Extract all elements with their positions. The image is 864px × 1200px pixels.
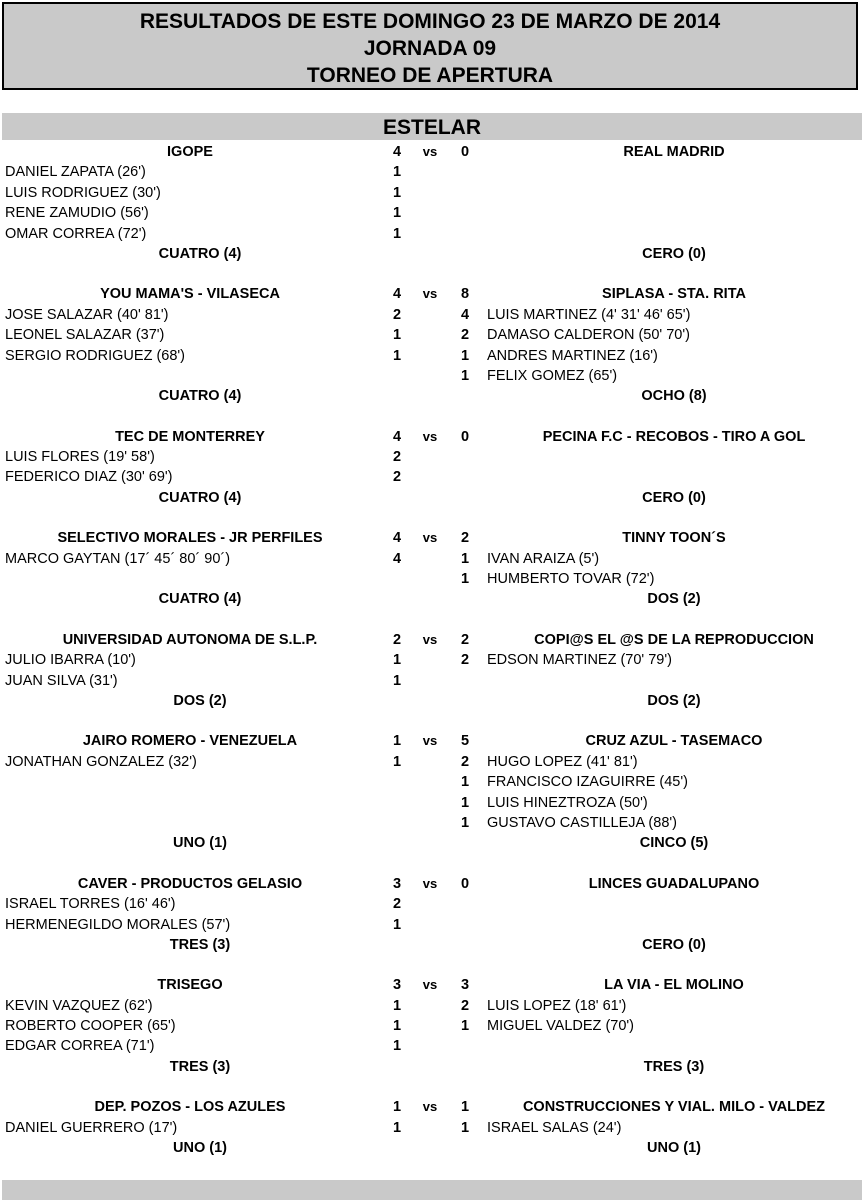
away-scorer-goals: 2 <box>460 652 470 669</box>
home-scorer-goals: 1 <box>392 1038 402 1055</box>
home-scorer-goals: 1 <box>392 652 402 669</box>
match-block <box>0 427 864 509</box>
away-scorer-name: LUIS HINEZTROZA (50') <box>487 794 648 811</box>
away-scorer-name: FELIX GOMEZ (65') <box>487 367 618 384</box>
match-block <box>0 975 864 1077</box>
away-scorer-name: MIGUEL VALDEZ (70') <box>487 1018 634 1035</box>
scorer-row <box>0 224 864 244</box>
match-totals-row <box>0 386 864 406</box>
home-team-name: YOU MAMA'S - VILASECA <box>100 286 280 303</box>
home-team-name: IGOPE <box>167 144 213 160</box>
away-score: 0 <box>460 144 470 160</box>
home-scorer-name: SERGIO RODRIGUEZ (68') <box>5 347 186 364</box>
scorer-row <box>0 671 864 691</box>
away-scorer-goals: 1 <box>460 367 470 384</box>
home-scorer-name: HERMENEGILDO MORALES (57') <box>5 916 231 933</box>
header-date-title: RESULTADOS DE ESTE DOMINGO 23 DE MARZO DE 2014 <box>139 10 721 33</box>
home-score: 3 <box>392 875 402 892</box>
home-scorer-goals: 1 <box>392 205 402 222</box>
away-scorer-goals: 1 <box>460 1018 470 1035</box>
header-jornada: JORNADA 09 <box>363 37 497 60</box>
match-header-row <box>0 874 864 894</box>
away-scorer-goals: 2 <box>460 753 470 770</box>
scorer-row <box>0 203 864 223</box>
results-header <box>2 2 858 90</box>
home-scorer-goals: 2 <box>392 469 402 486</box>
scorer-row <box>0 325 864 345</box>
away-team-name: TINNY TOON´S <box>622 530 726 547</box>
scorer-row <box>0 447 864 467</box>
away-total: CERO (0) <box>642 245 706 262</box>
scorer-row <box>0 915 864 935</box>
away-scorer-name: IVAN ARAIZA (5') <box>487 550 600 567</box>
away-scorer-name: EDSON MARTINEZ (70' 79') <box>487 652 672 669</box>
home-total: TRES (3) <box>169 936 231 953</box>
match-block <box>0 731 864 853</box>
away-scorer-name: FRANCISCO IZAGUIRRE (45') <box>487 774 688 791</box>
match-header-row <box>0 1097 864 1117</box>
header-tournament: TORNEO DE APERTURA <box>306 64 554 87</box>
home-scorer-name: JOSE SALAZAR (40' 81') <box>5 306 169 323</box>
away-score: 1 <box>460 1099 470 1116</box>
vs-label: vs <box>422 977 438 993</box>
home-total: UNO (1) <box>173 835 227 852</box>
section-title: ESTELAR <box>2 113 862 140</box>
match-block <box>0 1097 864 1158</box>
scorer-row <box>0 467 864 487</box>
match-totals-row <box>0 1057 864 1077</box>
away-total: DOS (2) <box>647 692 701 709</box>
away-score: 2 <box>460 631 470 648</box>
scorer-row <box>0 752 864 772</box>
away-total: CINCO (5) <box>639 835 709 852</box>
match-totals-row <box>0 244 864 264</box>
vs-label: vs <box>422 286 438 302</box>
away-team-name: REAL MADRID <box>623 144 725 160</box>
home-scorer-name: DANIEL GUERRERO (17') <box>5 1119 178 1136</box>
away-scorer-name: HUGO LOPEZ (41' 81') <box>487 753 638 770</box>
scorer-row <box>0 894 864 914</box>
match-header-row <box>0 630 864 650</box>
away-total: TRES (3) <box>643 1058 705 1075</box>
match-header-row <box>0 975 864 995</box>
match-block <box>0 630 864 712</box>
scorer-row <box>0 305 864 325</box>
home-team-name: TRISEGO <box>157 977 223 994</box>
scorer-row <box>0 366 864 386</box>
home-total: DOS (2) <box>173 692 227 709</box>
vs-label: vs <box>422 733 438 749</box>
home-score: 4 <box>392 530 402 547</box>
away-team-name: SIPLASA - STA. RITA <box>602 286 746 303</box>
away-score: 0 <box>460 428 470 445</box>
home-scorer-goals: 1 <box>392 327 402 344</box>
match-totals-row <box>0 691 864 711</box>
scorer-row <box>0 162 864 182</box>
home-scorer-name: LUIS RODRIGUEZ (30') <box>5 184 161 201</box>
away-scorer-goals: 1 <box>460 794 470 811</box>
home-total: CUATRO (4) <box>158 591 242 608</box>
match-block <box>0 142 864 264</box>
scorer-row <box>0 549 864 569</box>
home-scorer-name: JULIO IBARRA (10') <box>5 652 136 669</box>
scorer-row <box>0 346 864 366</box>
home-scorer-name: JUAN SILVA (31') <box>5 672 118 689</box>
away-team-name: CRUZ AZUL - TASEMACO <box>585 733 763 750</box>
home-scorer-name: KEVIN VAZQUEZ (62') <box>5 997 153 1014</box>
home-scorer-goals: 1 <box>392 164 402 181</box>
home-scorer-goals: 1 <box>392 184 402 201</box>
home-scorer-goals: 1 <box>392 672 402 689</box>
home-scorer-name: ISRAEL TORRES (16' 46') <box>5 896 176 913</box>
away-scorer-name: DAMASO CALDERON (50' 70') <box>487 327 690 344</box>
scorer-row <box>0 1016 864 1036</box>
home-scorer-goals: 1 <box>392 225 402 242</box>
match-block <box>0 528 864 610</box>
scorer-row <box>0 1036 864 1056</box>
home-total: CUATRO (4) <box>158 388 242 405</box>
home-scorer-goals: 1 <box>392 1119 402 1136</box>
away-scorer-goals: 2 <box>460 327 470 344</box>
vs-label: vs <box>422 428 438 444</box>
home-scorer-name: MARCO GAYTAN (17´ 45´ 80´ 90´) <box>5 550 231 567</box>
home-scorer-goals: 1 <box>392 916 402 933</box>
match-header-row <box>0 528 864 548</box>
match-header-row <box>0 427 864 447</box>
away-team-name: COPI@S EL @S DE LA REPRODUCCION <box>534 631 814 648</box>
home-scorer-name: DANIEL ZAPATA (26') <box>5 164 146 181</box>
away-score: 5 <box>460 733 470 750</box>
away-scorer-goals: 1 <box>460 814 470 831</box>
home-team-name: DEP. POZOS - LOS AZULES <box>94 1099 286 1116</box>
home-score: 4 <box>392 144 402 160</box>
scorer-row <box>0 569 864 589</box>
away-scorer-goals: 2 <box>460 997 470 1014</box>
footer-bar <box>2 1180 862 1200</box>
home-scorer-name: LEONEL SALAZAR (37') <box>5 327 165 344</box>
home-scorer-name: JONATHAN GONZALEZ (32') <box>5 753 197 770</box>
match-block <box>0 284 864 406</box>
away-scorer-goals: 1 <box>460 347 470 364</box>
away-scorer-name: ANDRES MARTINEZ (16') <box>487 347 658 364</box>
away-score: 2 <box>460 530 470 547</box>
home-scorer-goals: 1 <box>392 347 402 364</box>
match-totals-row <box>0 1138 864 1158</box>
away-team-name: LA VIA - EL MOLINO <box>604 977 744 994</box>
scorer-row <box>0 772 864 792</box>
home-scorer-name: EDGAR CORREA (71') <box>5 1038 155 1055</box>
vs-label: vs <box>422 631 438 647</box>
match-list <box>0 142 864 1158</box>
vs-label: vs <box>422 144 438 159</box>
vs-label: vs <box>422 1099 438 1115</box>
home-score: 1 <box>392 733 402 750</box>
away-scorer-goals: 1 <box>460 1119 470 1136</box>
match-totals-row <box>0 833 864 853</box>
home-team-name: UNIVERSIDAD AUTONOMA DE S.L.P. <box>62 631 318 648</box>
home-scorer-name: OMAR CORREA (72') <box>5 225 147 242</box>
away-scorer-name: LUIS MARTINEZ (4' 31' 46' 65') <box>487 306 691 323</box>
home-score: 3 <box>392 977 402 994</box>
away-team-name: CONSTRUCCIONES Y VIAL. MILO - VALDEZ <box>522 1099 826 1116</box>
away-total: CERO (0) <box>642 489 706 506</box>
away-scorer-name: HUMBERTO TOVAR (72') <box>487 571 655 588</box>
away-total: OCHO (8) <box>641 388 707 405</box>
match-header-row <box>0 142 864 162</box>
match-header-row <box>0 731 864 751</box>
home-scorer-goals: 1 <box>392 1018 402 1035</box>
home-scorer-name: RENE ZAMUDIO (56') <box>5 205 149 222</box>
home-scorer-name: LUIS FLORES (19' 58') <box>5 449 155 466</box>
scorer-row <box>0 183 864 203</box>
away-scorer-goals: 1 <box>460 774 470 791</box>
home-score: 1 <box>392 1099 402 1116</box>
match-totals-row <box>0 589 864 609</box>
home-scorer-name: ROBERTO COOPER (65') <box>5 1018 176 1035</box>
scorer-row <box>0 650 864 670</box>
away-score: 8 <box>460 286 470 303</box>
home-score: 4 <box>392 286 402 303</box>
home-team-name: SELECTIVO MORALES - JR PERFILES <box>57 530 323 547</box>
away-scorer-name: ISRAEL SALAS (24') <box>487 1119 622 1136</box>
home-scorer-goals: 4 <box>392 550 402 567</box>
home-scorer-goals: 2 <box>392 449 402 466</box>
scorer-row <box>0 813 864 833</box>
home-team-name: JAIRO ROMERO - VENEZUELA <box>82 733 298 750</box>
home-total: UNO (1) <box>173 1140 227 1157</box>
match-header-row <box>0 284 864 304</box>
scorer-row <box>0 793 864 813</box>
home-total: CUATRO (4) <box>158 489 242 506</box>
match-totals-row <box>0 488 864 508</box>
home-total: CUATRO (4) <box>158 245 242 262</box>
home-scorer-goals: 1 <box>392 997 402 1014</box>
away-total: CERO (0) <box>642 936 706 953</box>
away-scorer-name: LUIS LOPEZ (18' 61') <box>487 997 627 1014</box>
home-team-name: TEC DE MONTERREY <box>115 428 265 445</box>
scorer-row <box>0 1118 864 1138</box>
away-total: DOS (2) <box>647 591 701 608</box>
home-total: TRES (3) <box>169 1058 231 1075</box>
home-score: 4 <box>392 428 402 445</box>
home-scorer-goals: 1 <box>392 753 402 770</box>
away-scorer-name: GUSTAVO CASTILLEJA (88') <box>487 814 677 831</box>
away-score: 3 <box>460 977 470 994</box>
vs-label: vs <box>422 530 438 546</box>
away-scorer-goals: 4 <box>460 306 470 323</box>
away-scorer-goals: 1 <box>460 550 470 567</box>
match-block <box>0 874 864 956</box>
away-total: UNO (1) <box>647 1140 701 1157</box>
home-score: 2 <box>392 631 402 648</box>
home-scorer-name: FEDERICO DIAZ (30' 69') <box>5 469 173 486</box>
away-team-name: LINCES GUADALUPANO <box>588 875 760 892</box>
match-totals-row <box>0 935 864 955</box>
away-scorer-goals: 1 <box>460 571 470 588</box>
home-scorer-goals: 2 <box>392 306 402 323</box>
vs-label: vs <box>422 875 438 891</box>
home-team-name: CAVER - PRODUCTOS GELASIO <box>77 875 303 892</box>
home-scorer-goals: 2 <box>392 896 402 913</box>
away-score: 0 <box>460 875 470 892</box>
scorer-row <box>0 996 864 1016</box>
away-team-name: PECINA F.C - RECOBOS - TIRO A GOL <box>542 428 806 445</box>
